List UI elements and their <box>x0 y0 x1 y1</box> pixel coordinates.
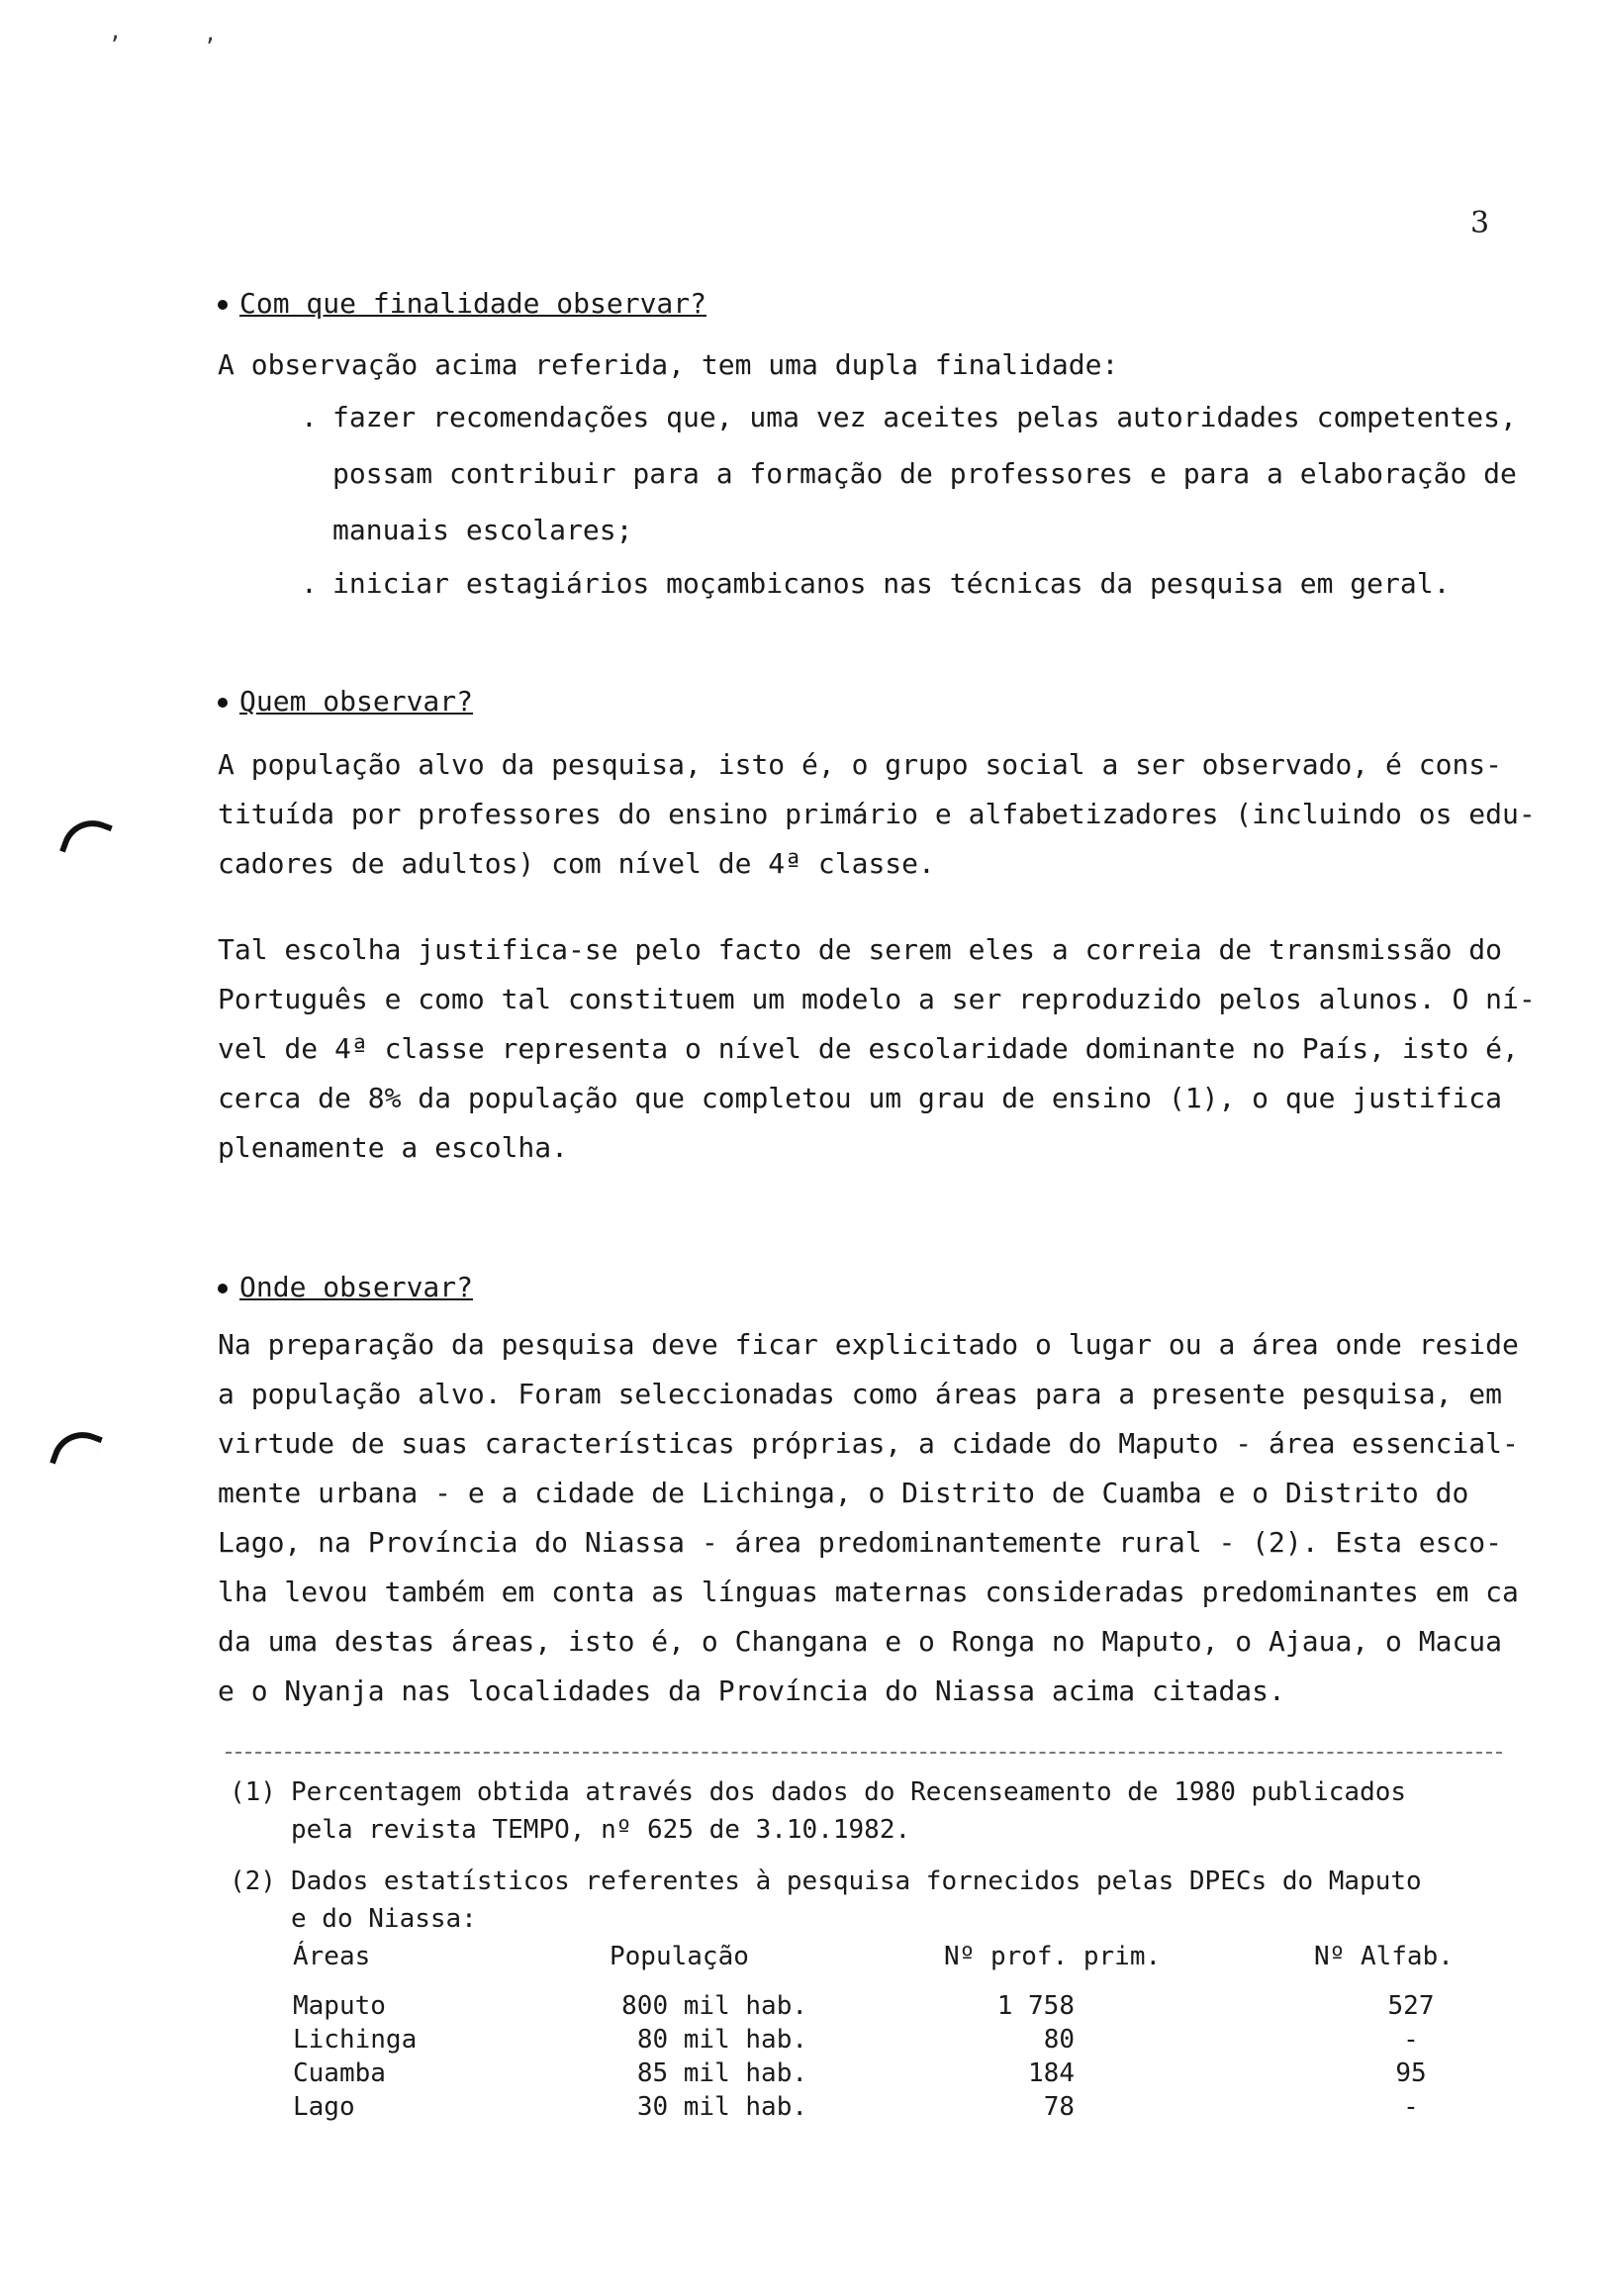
table-cell: Lichinga <box>293 2025 418 2055</box>
table-header: Nº Alfab. <box>1314 1942 1454 1971</box>
list-item: . fazer recomendações que, uma vez aceites pelas autoridades competentes, possam contribuir para a formação de professores e para a elaboração de manuais escolares; <box>301 401 1517 546</box>
table-cell: 184 <box>1028 2058 1075 2088</box>
table-header: Nº prof. prim. <box>944 1942 1162 1971</box>
section-heading: Com que finalidade observar? <box>218 285 706 323</box>
table-cell: 85 mil hab. <box>636 2058 807 2088</box>
table-header: População <box>610 1942 749 1971</box>
table-cell: Lago <box>293 2092 355 2122</box>
table-cell: Maputo <box>293 1991 386 2021</box>
table-cell: 800 mil hab. <box>621 1991 807 2021</box>
bullet-icon <box>218 698 228 708</box>
table-cell: 80 <box>1043 2025 1075 2055</box>
footnote: (1) Percentagem obtida através dos dados do Recenseamento de 1980 publicados pela revista TEMPO, nº 625 de 3.10.1982. <box>230 1777 1407 1845</box>
bullet-icon <box>218 1284 228 1293</box>
table-cell: 1 758 <box>996 1991 1075 2021</box>
footnote-separator <box>226 1752 1502 1754</box>
section-intro: A observação acima referida, tem uma dupla finalidade: <box>218 348 1119 381</box>
footnote: (2) Dados estatísticos referentes à pesquisa fornecidos pelas DPECs do Maputo e do Niassa: <box>230 1866 1422 1934</box>
scan-mark: , <box>204 22 218 47</box>
section-heading: Quem observar? <box>218 683 473 720</box>
paragraph: Na preparação da pesquisa deve ficar explicitado o lugar ou a área onde reside a população alvo. Foram seleccionadas como áreas para a presente pesquisa, em virtude de suas características próprias, a cidade do Maputo - área essencial- mente urbana - e a cidade de Lichinga, o Distrito de Cuamba e o Distrito do Lago, na Província do Niassa - área predominantemente rural - (2). Esta esco- lha levou também em conta as línguas maternas consideradas predominantes em ca da uma destas áreas, isto é, o Changana e o Ronga no Maputo, o Ajaua, o Macua e o Nyanja nas localidades da Província do Niassa acima citadas. <box>218 1328 1519 1707</box>
table-cell: - <box>1403 2025 1419 2055</box>
page-number: 3 <box>1470 206 1490 240</box>
scan-mark: , <box>109 20 123 45</box>
table-cell: 80 mil hab. <box>636 2025 807 2055</box>
list-item: . iniciar estagiários moçambicanos nas técnicas da pesquisa em geral. <box>301 567 1451 600</box>
section-heading: Onde observar? <box>218 1269 473 1306</box>
table-cell: 78 <box>1043 2092 1075 2122</box>
margin-bracket-mark <box>49 1423 103 1477</box>
table-cell: Cuamba <box>293 2058 386 2088</box>
paragraph: Tal escolha justifica-se pelo facto de serem eles a correia de transmissão do Português e como tal constituem um modelo a ser reproduzido pelos alunos. O ní- vel de 4ª classe representa o nível de escolaridade dominante no País, isto é, cerca de 8% da população que completou um grau de ensino (1), o que justifica plenamente a escolha. <box>218 933 1536 1164</box>
table-cell: 30 mil hab. <box>636 2092 807 2122</box>
table-cell: 527 <box>1387 1991 1435 2021</box>
table-cell: 95 <box>1395 2058 1427 2088</box>
bullet-icon <box>218 300 228 310</box>
margin-bracket-mark <box>59 812 113 865</box>
table-cell: - <box>1403 2092 1419 2122</box>
paragraph: A população alvo da pesquisa, isto é, o grupo social a ser observado, é cons- tituída por professores do ensino primário e alfabetizadores (incluindo os edu- cadores de adultos) com nível de 4ª classe. <box>218 748 1536 880</box>
table-header: Áreas <box>293 1942 371 1971</box>
